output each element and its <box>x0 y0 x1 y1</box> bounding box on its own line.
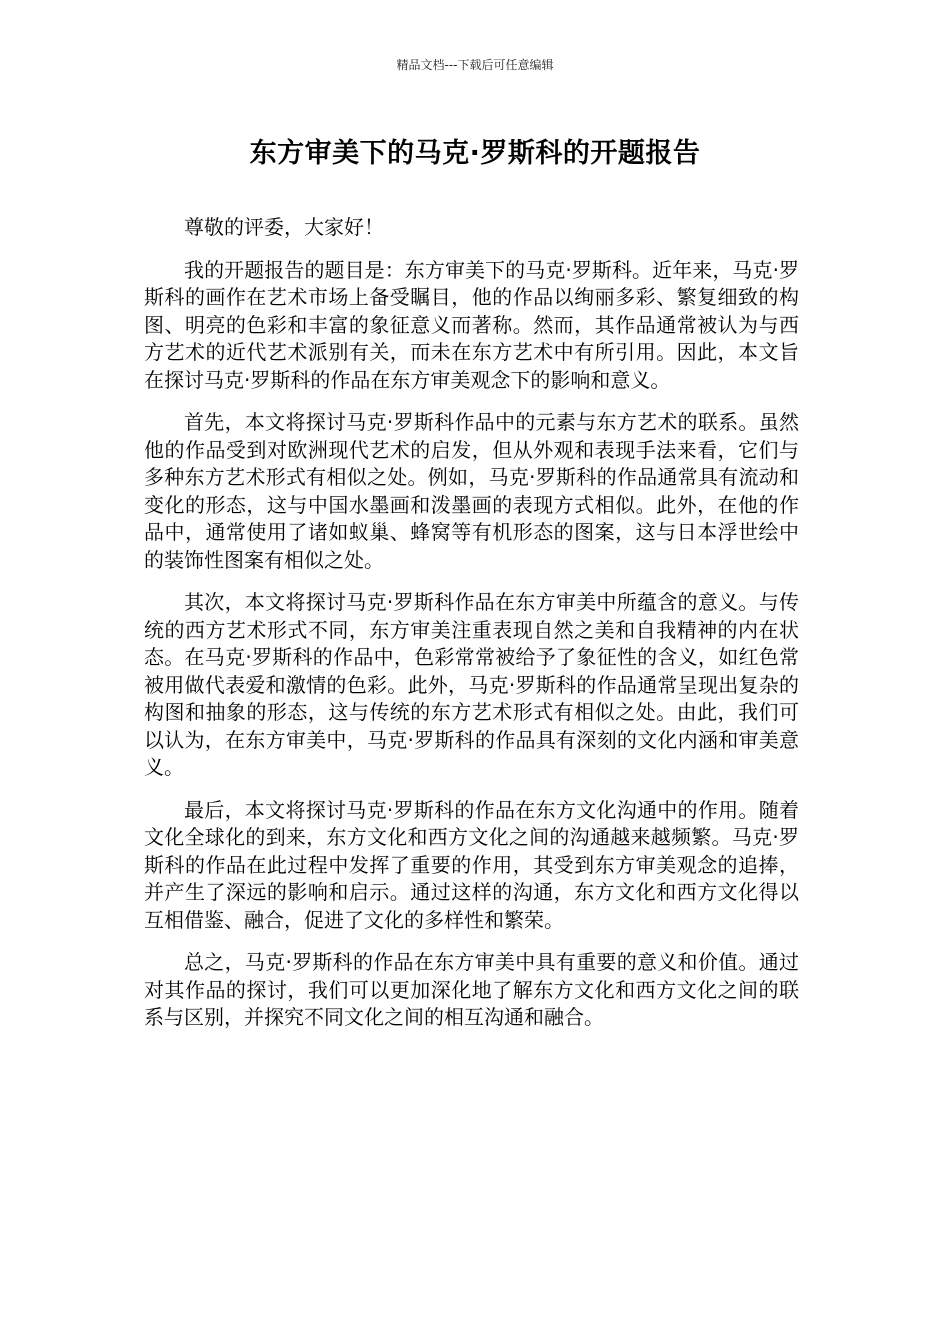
paragraph-conclusion: 总之，马克·罗斯科的作品在东方审美中具有重要的意义和价值。通过对其作品的探讨，我们可以更加深化地了解东方文化和西方文化之间的联系与区别，并探究不同文化之间的相互沟通和融合。 <box>144 950 799 1029</box>
paragraph-last: 最后，本文将探讨马克·罗斯科的作品在东方文化沟通中的作用。随着文化全球化的到来，东方文化和西方文化之间的沟通越来越频繁。马克·罗斯科的作品在此过程中发挥了重要的作用，其受到东方审美观念的追捧，并产生了深远的影响和启示。通过这样的沟通，东方文化和西方文化得以互相借鉴、融合，促进了文化的多样性和繁荣。 <box>144 797 799 932</box>
page-header: 精品文档---下载后可任意编辑 <box>396 58 554 72</box>
paragraph-first: 首先，本文将探讨马克·罗斯科作品中的元素与东方艺术的联系。虽然他的作品受到对欧洲现代艺术的启发，但从外观和表现手法来看，它们与多种东方艺术形式有相似之处。例如，马克·罗斯科的作品通常具有流动和变化的形态，这与中国水墨画和泼墨画的表现方式相似。此外，在他的作品中，通常使用了诸如蚁巢、蜂窝等有机形态的图案，这与日本浮世绘中的装饰性图案有相似之处。 <box>144 410 799 572</box>
greeting: 尊敬的评委，大家好！ <box>184 215 384 239</box>
paragraph-second: 其次，本文将探讨马克·罗斯科作品在东方审美中所蕴含的意义。与传统的西方艺术形式不同，东方审美注重表现自然之美和自我精神的内在状态。在马克·罗斯科的作品中，色彩常常被给予了象征性的含义，如红色常被用做代表爱和激情的色彩。此外，马克·罗斯科的作品通常呈现出复杂的构图和抽象的形态，这与传统的东方艺术形式有相似之处。由此，我们可以认为，在东方审美中，马克·罗斯科的作品具有深刻的文化内涵和审美意义。 <box>144 590 799 779</box>
document-body <box>144 214 799 1047</box>
document-title: 东方审美下的马克·罗斯科的开题报告 <box>249 138 701 169</box>
paragraph-intro: 我的开题报告的题目是：东方审美下的马克·罗斯科。近年来，马克·罗斯科的画作在艺术市场上备受瞩目，他的作品以绚丽多彩、繁复细致的构图、明亮的色彩和丰富的象征意义而著称。然而，其作品通常被认为与西方艺术的近代艺术派别有关，而未在东方艺术中有所引用。因此，本文旨在探讨马克·罗斯科的作品在东方审美观念下的影响和意义。 <box>144 257 799 392</box>
